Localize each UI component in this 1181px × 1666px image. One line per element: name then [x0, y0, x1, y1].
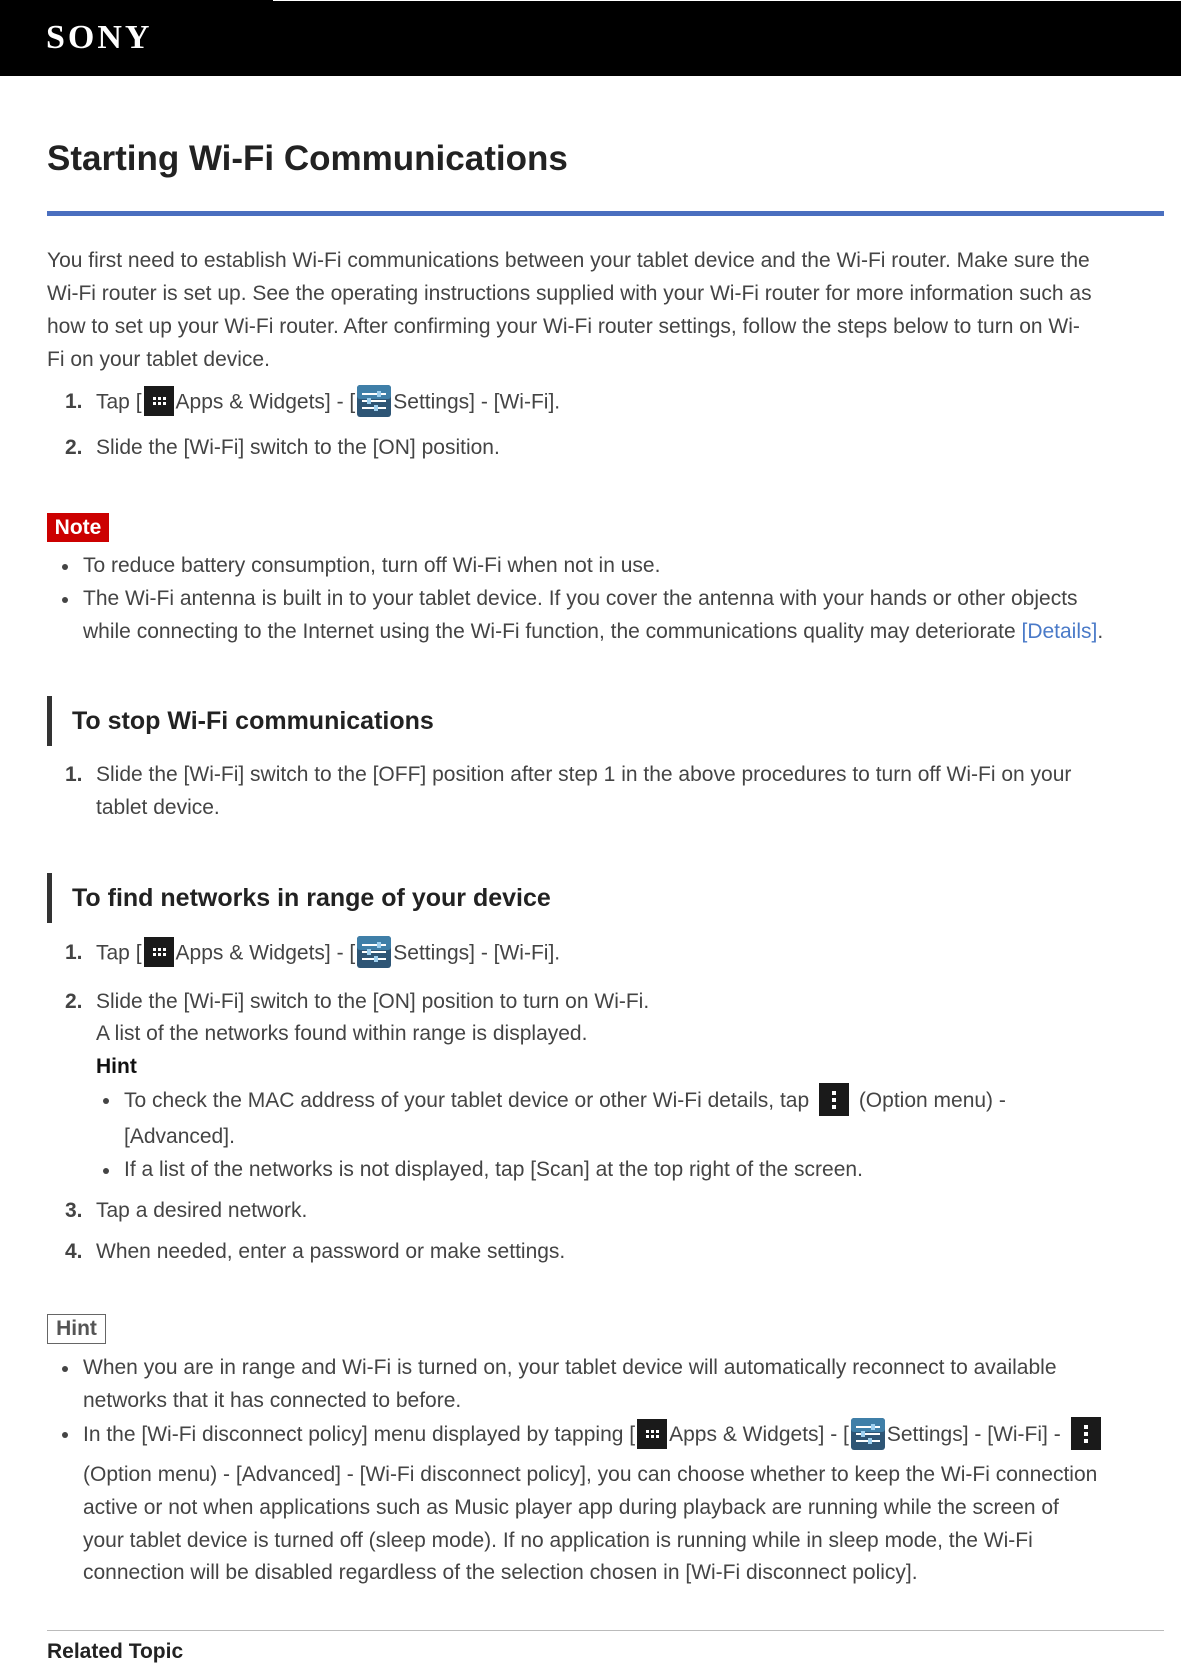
step-number: 2. — [65, 990, 83, 1013]
step-text: When needed, enter a password or make settings. — [96, 1240, 566, 1263]
apps-grid-icon — [144, 386, 174, 416]
note-text: . — [1097, 620, 1104, 643]
sony-logo[interactable]: SONY — [46, 19, 153, 56]
bullet — [62, 1366, 68, 1372]
step-text: Slide the [Wi-Fi] switch to the [ON] position to turn on Wi-Fi. — [96, 990, 650, 1013]
bullet — [103, 1168, 109, 1174]
step-text: Settings] - [Wi-Fi]. — [393, 390, 561, 414]
step-text: Apps & Widgets] - [ — [175, 941, 356, 965]
step-text: Tap a desired network. — [96, 1199, 308, 1222]
hint-text: (Option menu) - — [852, 1089, 1006, 1113]
related-topic-heading: Related Topic — [47, 1640, 184, 1663]
header-bar — [0, 0, 1181, 76]
hint-text: To check the MAC address of your tablet device or other Wi-Fi details, tap — [124, 1089, 815, 1113]
bullet — [62, 564, 68, 570]
hint-item-continued: connection will be disabled regardless of the selection chosen in [Wi-Fi disconnect policy]. — [83, 1561, 918, 1584]
step-number: 1. — [65, 941, 83, 964]
step-text: Tap [ — [96, 941, 142, 965]
title-divider — [47, 211, 1164, 216]
step-number: 1. — [65, 390, 83, 413]
hint-text: Settings] - [Wi-Fi] - — [886, 1423, 1067, 1447]
intro-line: how to set up your Wi-Fi router. After confirming your Wi-Fi router settings, follow the steps below to turn on Wi- — [47, 315, 1080, 338]
bullet — [62, 597, 68, 603]
settings-sliders-icon — [357, 385, 391, 417]
details-link[interactable]: [Details] — [1021, 620, 1098, 643]
step-text: Tap [ — [96, 390, 142, 414]
step-2-text: Slide the [Wi-Fi] switch to the [ON] position. — [96, 436, 500, 459]
note-badge: Note — [47, 513, 109, 542]
inline-hint-label: Hint — [96, 1055, 137, 1078]
step-number: 1. — [65, 763, 83, 786]
hint-item-continued: [Advanced]. — [124, 1125, 235, 1148]
step-1-text — [96, 387, 560, 419]
section-title-find: To find networks in range of your device — [72, 884, 551, 912]
section-marker — [47, 696, 52, 746]
hint-badge: Hint — [47, 1314, 106, 1344]
bullet — [103, 1098, 109, 1104]
option-menu-icon — [1071, 1417, 1101, 1450]
hint-item — [83, 1419, 1105, 1452]
hint-text: In the [Wi-Fi disconnect policy] menu displayed by tapping [ — [83, 1423, 636, 1447]
hint-item-continued: (Option menu) - [Advanced] - [Wi-Fi disconnect policy], you can choose whether to keep the Wi-Fi connection — [83, 1463, 1098, 1486]
step-number: 2. — [65, 436, 83, 459]
apps-grid-icon — [144, 937, 174, 967]
step-text: tablet device. — [96, 796, 220, 819]
step-number: 3. — [65, 1199, 83, 1222]
section-title-stop: To stop Wi-Fi communications — [72, 707, 434, 735]
bullet — [62, 1432, 68, 1438]
hint-item-continued: your tablet device is turned off (sleep mode). If no application is running while in sleep mode, the Wi-Fi — [83, 1529, 1033, 1552]
settings-sliders-icon — [357, 936, 391, 968]
intro-line: Wi-Fi router is set up. See the operating instructions supplied with your Wi-Fi router for more information such as — [47, 282, 1092, 305]
find-step-1-text — [96, 938, 560, 970]
hint-item-continued: active or not when applications such as Music player app during playback are running while the screen of — [83, 1496, 1059, 1519]
option-menu-icon — [819, 1083, 849, 1116]
step-text: Apps & Widgets] - [ — [175, 390, 356, 414]
note-item: To reduce battery consumption, turn off Wi-Fi when not in use. — [83, 554, 661, 577]
intro-line: You first need to establish Wi-Fi communications between your tablet device and the Wi-Fi router. Make sure the — [47, 249, 1090, 272]
apps-grid-icon — [637, 1419, 667, 1449]
bottom-divider — [47, 1630, 1164, 1631]
hint-text: Apps & Widgets] - [ — [669, 1423, 849, 1447]
hint-item — [124, 1085, 1006, 1118]
step-text: Settings] - [Wi-Fi]. — [393, 941, 561, 965]
header-top-line — [273, 0, 1181, 1]
note-item-continued — [83, 617, 1103, 647]
step-text: Slide the [Wi-Fi] switch to the [OFF] position after step 1 in the above procedures to turn off Wi-Fi on your — [96, 763, 1072, 786]
hint-item: If a list of the networks is not displayed, tap [Scan] at the top right of the screen. — [124, 1158, 863, 1181]
settings-sliders-icon — [851, 1418, 885, 1450]
step-text: A list of the networks found within range is displayed. — [96, 1022, 588, 1045]
step-number: 4. — [65, 1240, 83, 1263]
hint-item: When you are in range and Wi-Fi is turned on, your tablet device will automatically reconnect to available — [83, 1356, 1057, 1379]
hint-item-continued: networks that it has connected to before. — [83, 1389, 462, 1412]
intro-line: Fi on your tablet device. — [47, 348, 270, 371]
page-title: Starting Wi-Fi Communications — [47, 139, 568, 178]
section-marker — [47, 873, 52, 923]
note-item: The Wi-Fi antenna is built in to your tablet device. If you cover the antenna with your hands or other objects — [83, 587, 1078, 610]
note-text: while connecting to the Internet using the Wi-Fi function, the communications quality may deteriorate — [83, 620, 1022, 643]
